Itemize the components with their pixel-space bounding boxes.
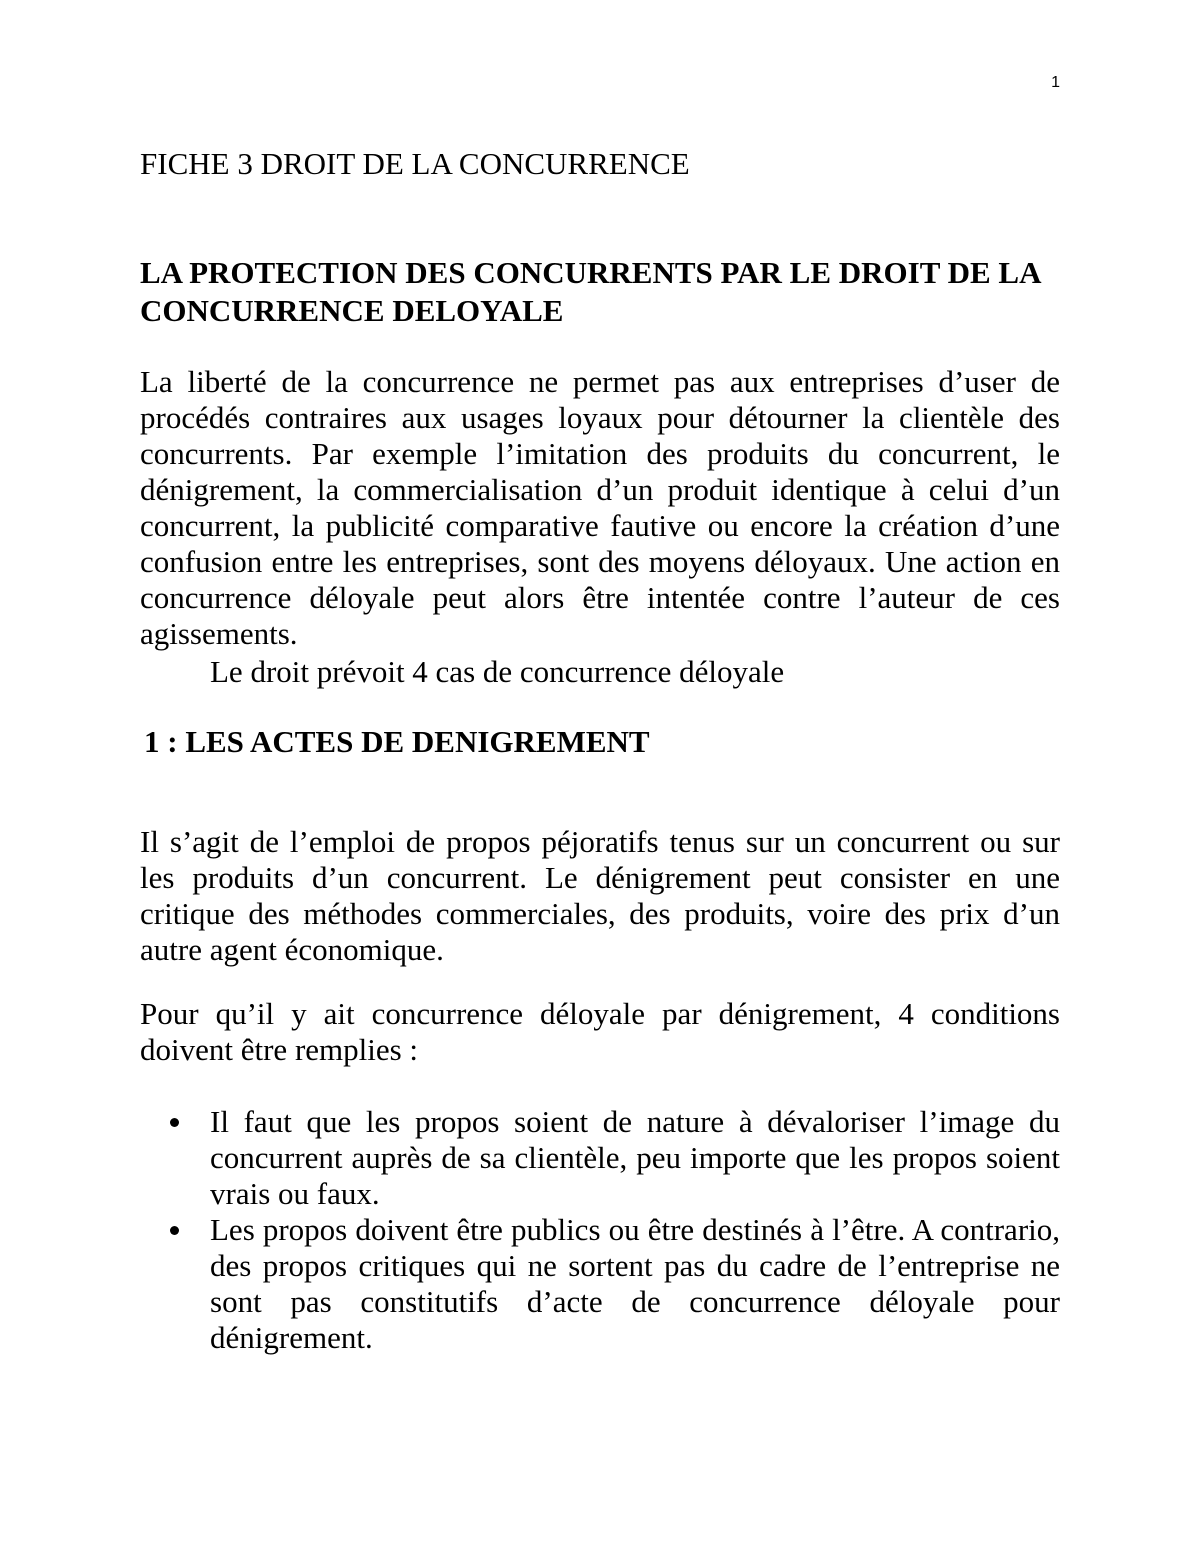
intro-indent-line: Le droit prévoit 4 cas de concurrence déloyale (210, 654, 785, 689)
main-heading: LA PROTECTION DES CONCURRENTS PAR LE DROIT DE LA CONCURRENCE DELOYALE (140, 255, 1040, 328)
bullet-icon (170, 1118, 179, 1127)
list-item (140, 1212, 1060, 1356)
section-heading-denigrement: 1 : LES ACTES DE DENIGREMENT (144, 724, 650, 759)
list-item (140, 1104, 1060, 1212)
list-item-text: Les propos doivent être publics ou être destinés à l’être. A contrario, des propos critiques qui ne sortent pas du cadre de l’entreprise ne sont pas constitutifs d’acte de concurrence déloyale pour dénigrement. (210, 1212, 1060, 1355)
page-number: 1 (1051, 74, 1060, 91)
section-paragraph-definition: Il s’agit de l’emploi de propos péjoratifs tenus sur un concurrent ou sur les produits d’un concurrent. Le dénigrement peut consister en une critique des méthodes commerciales, des produits, voire des prix d’un autre agent économique. (140, 824, 1060, 967)
list-item-text: Il faut que les propos soient de nature à dévaloriser l’image du concurrent auprès de sa clientèle, peu importe que les propos soient vrais ou faux. (210, 1104, 1060, 1211)
intro-paragraph: La liberté de la concurrence ne permet pas aux entreprises d’user de procédés contraires aux usages loyaux pour détourner la clientèle des concurrents. Par exemple l’imitation des produits du concurrent, le dénigrement, la commercialisation d’un produit identique à celui d’un concurrent, la publicité comparative fautive ou encore la création d’une confusion entre les entreprises, sont des moyens déloyaux. Une action en concurrence déloyale peut alors être intentée contre l’auteur de ces agissements. (140, 364, 1060, 651)
conditions-list (140, 1104, 1060, 1356)
section-paragraph-conditions: Pour qu’il y ait concurrence déloyale par dénigrement, 4 conditions doivent être remplies : (140, 996, 1060, 1067)
bullet-icon (170, 1226, 179, 1235)
fiche-title: FICHE 3 DROIT DE LA CONCURRENCE (140, 146, 690, 181)
